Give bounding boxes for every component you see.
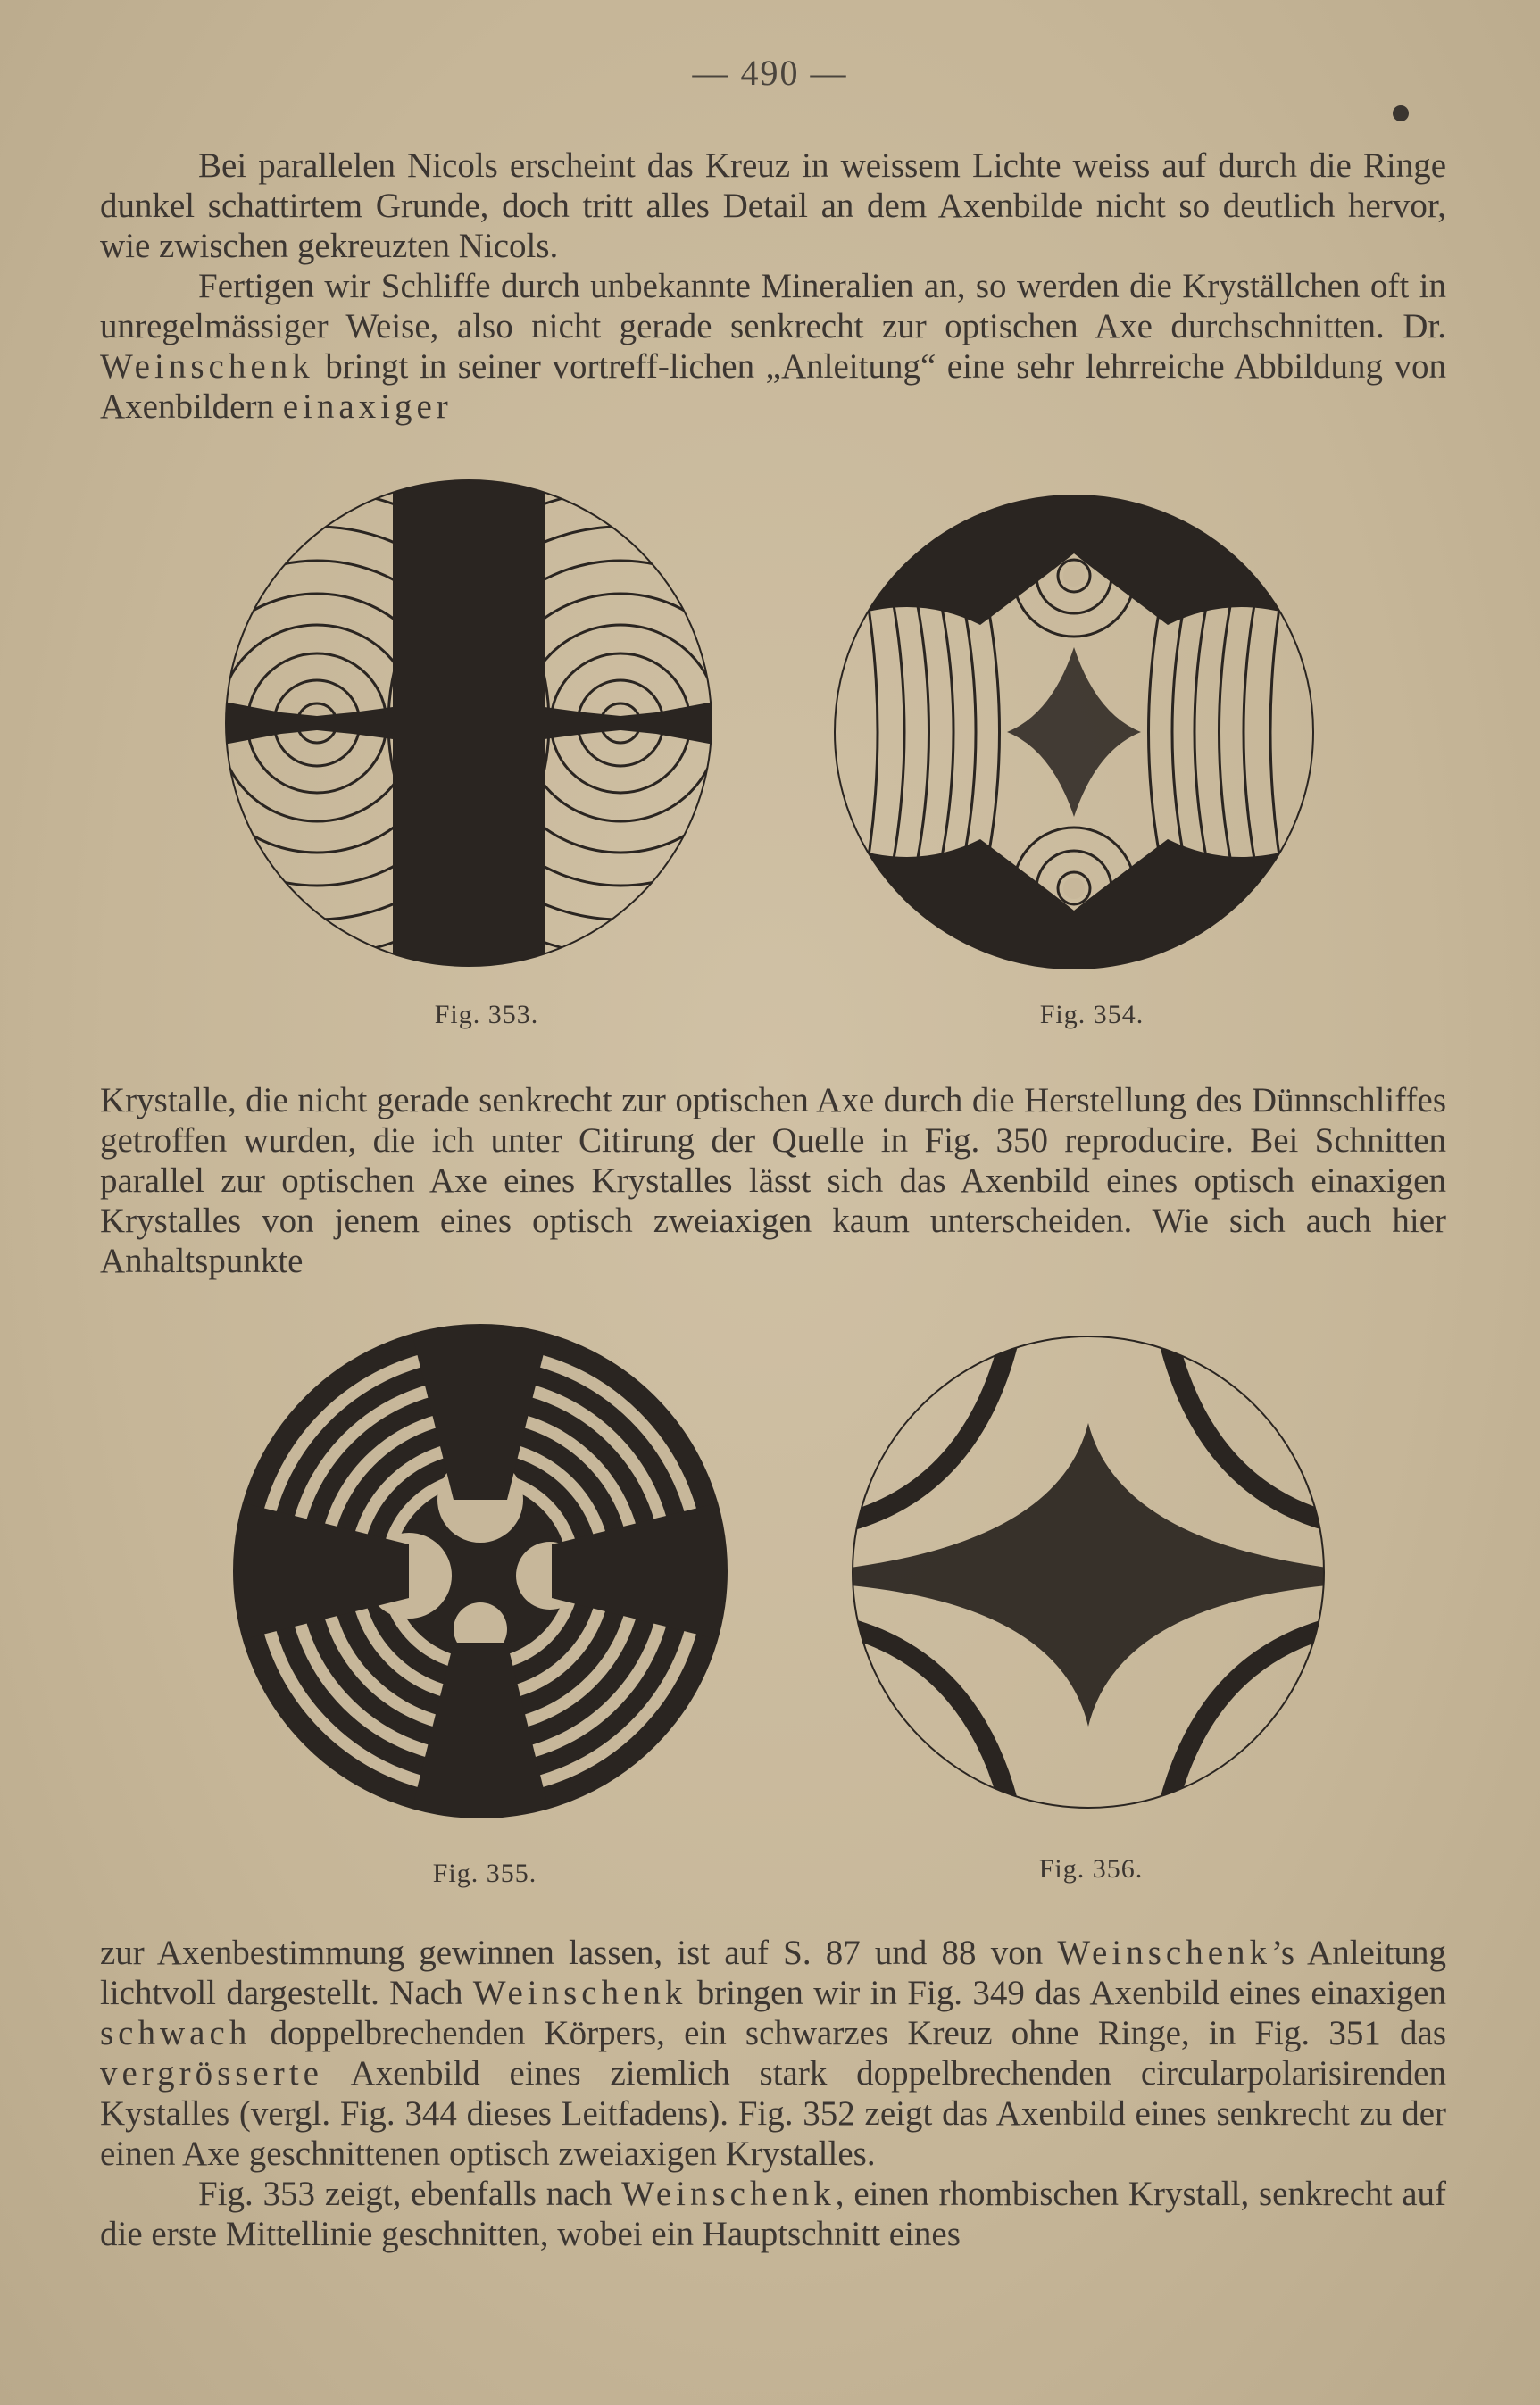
figure-356-image bbox=[850, 1334, 1328, 1811]
p4-text-a: zur Axenbestimmung gewinnen lassen, ist auf S. 87 und 88 von bbox=[100, 1934, 1058, 1972]
paragraph-5 bbox=[100, 2174, 1446, 2254]
p4-text-d: doppelbrechenden Körpers, ein schwarzes Kreuz ohne Ringe, in Fig. 351 das bbox=[251, 2014, 1446, 2052]
figure-353-image bbox=[219, 473, 719, 973]
p2-text-a: Fertigen wir Schliffe durch unbekannte Mineralien an, so werden die Kryställchen oft in unregelmässiger Weise, also nicht gerade senkrecht zur optischen Axe durchschnitten. Dr. bbox=[100, 267, 1446, 345]
p5-text-b: , einen rhombischen Krystall, senkrecht auf die erste Mittellinie geschnitten, wobei ein Hauptschnitt eines bbox=[100, 2175, 1446, 2253]
figure-355 bbox=[230, 1321, 730, 1821]
paragraph-1: Bei parallelen Nicols erscheint das Kreuz in weissem Lichte weiss auf durch die Ringe dunkel schattirtem Grunde, doch tritt alles Detail an dem Axenbilde nicht so deutlich hervor, wie zwischen gekreuzten Nicols. bbox=[100, 146, 1446, 265]
figure-355-image bbox=[230, 1321, 730, 1821]
figure-353 bbox=[219, 473, 719, 973]
author-name: Weinschenk bbox=[621, 2175, 836, 2213]
paragraph-3: Krystalle, die nicht gerade senkrecht zur optischen Axe durch die Herstellung des Dünnschliffes getroffen wurden, die ich unter Citirung der Quelle in Fig. 350 reproducire. Bei Schnitten parallel zur optischen Axe eines Krystalles lässt sich das Axenbild eines optisch einaxigen Krystalles von jenem eines optisch zweiaxigen kaum unterscheiden. Wie sich auch hier Anhaltspunkte bbox=[100, 1081, 1446, 1280]
page-number: — 490 — bbox=[692, 53, 848, 93]
p4-text-e: Axenbild eines ziemlich stark doppelbrechenden circularpolarisirenden Kystalles (vergl. Fig. 344 dieses Leitfadens). Fig. 352 zeigt das Axenbild eines senkrecht zu der einen Axe geschnittenen optisch zweiaxigen Krystalles. bbox=[100, 2054, 1446, 2173]
p4-text-b: ’s Anleitung lichtvoll dargestellt. Nach bbox=[100, 1934, 1447, 2012]
emphasis-schwach: schwach bbox=[100, 2014, 252, 2052]
figure-356-caption: Fig. 356. bbox=[1038, 1854, 1144, 1884]
text-block-middle bbox=[100, 1080, 1446, 1281]
figure-356 bbox=[850, 1334, 1328, 1811]
figure-355-caption: Fig. 355. bbox=[432, 1859, 537, 1888]
emphasis-vergroesserte: vergrösserte bbox=[100, 2054, 323, 2093]
paragraph-2 bbox=[100, 266, 1446, 427]
figure-353-caption: Fig. 353. bbox=[434, 1000, 539, 1029]
ink-spot bbox=[1393, 105, 1409, 121]
p2-text-b: bringt in seiner vortreff-lichen „Anleitung“ eine sehr lehrreiche Abbildung von Axenbildern bbox=[100, 347, 1446, 426]
author-name: Weinschenk bbox=[1057, 1934, 1272, 1972]
author-name: Weinschenk bbox=[100, 347, 314, 386]
figure-354-image bbox=[828, 491, 1319, 973]
author-name: Weinschenk bbox=[472, 1974, 687, 2012]
text-block-bottom bbox=[100, 1933, 1446, 2254]
text-block-top bbox=[100, 146, 1446, 427]
emphasis-einaxiger: einaxiger bbox=[282, 387, 453, 426]
figure-354-caption: Fig. 354. bbox=[1039, 1000, 1145, 1029]
figure-354 bbox=[828, 491, 1319, 973]
p5-text-a: Fig. 353 zeigt, ebenfalls nach bbox=[198, 2175, 622, 2213]
paragraph-4 bbox=[100, 1933, 1446, 2174]
p4-text-c: bringen wir in Fig. 349 das Axenbild eines einaxigen bbox=[687, 1974, 1446, 2012]
